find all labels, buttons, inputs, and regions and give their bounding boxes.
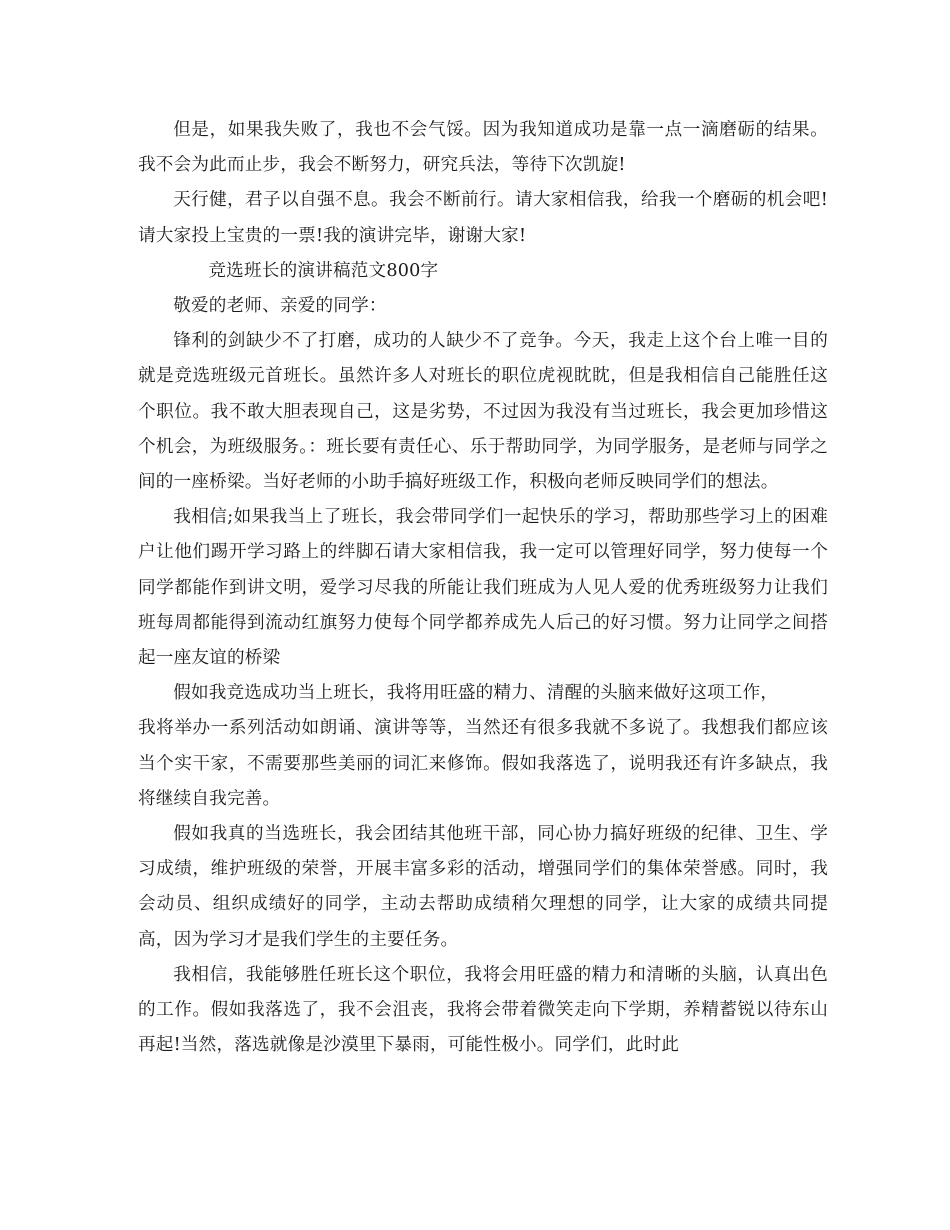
paragraph-8: 我相信，我能够胜任班长这个职位，我将会用旺盛的精力和清晰的头脑，认真出色的工作。假如我落选了，我不会沮丧，我将会带着微笑走向下学期，养精蓄锐以待东山再起!当然，落选就像是沙漠里下暴雨，可能性极小。同学们，此时此 xyxy=(138,964,828,1056)
paragraph-6: 我将举办一系列活动如朗诵、演讲等等，当然还有很多我就不多说了。我想我们都应该当个实干家，不需要那些美丽的词汇来修饰。假如我落选了，说明我还有许多缺点，我将继续自我完善。 xyxy=(138,718,828,809)
paragraph-2: 天行健，君子以自强不息。我会不断前行。请大家相信我，给我一个磨砺的机会吧!请大家投上宝贵的一票!我的演讲完毕，谢谢大家! xyxy=(138,190,828,246)
salutation: 敬爱的老师、亲爱的同学： xyxy=(173,296,387,317)
document-body xyxy=(138,113,828,1063)
paragraph-7: 假如我真的当选班长，我会团结其他班干部，同心协力搞好班级的纪律、卫生、学习成绩，维护班级的荣誉，开展丰富多彩的活动，增强同学们的集体荣誉感。同时，我会动员、组织成绩好的同学，主动去帮助成绩稍欠理想的同学，让大家的成绩共同提高，因为学习才是我们学生的主要任务。 xyxy=(138,824,828,950)
paragraph-4: 我相信;如果我当上了班长，我会带同学们一起快乐的学习，帮助那些学习上的困难户让他们踢开学习路上的绊脚石请大家相信我，我一定可以管理好同学，努力使每一个同学都能作到讲文明，爱学习尽我的所能让我们班成为人见人爱的优秀班级努力让我们班每周都能得到流动红旗努力使每个同学都养成先人后己的好习惯。努力让同学之间搭起一座友谊的桥梁 xyxy=(138,507,828,669)
paragraph-3: 锋利的剑缺少不了打磨，成功的人缺少不了竞争。今天，我走上这个台上唯一目的就是竞选班级元首班长。虽然许多人对班长的职位虎视眈眈，但是我相信自己能胜任这个职位。我不敢大胆表现自己，这是劣势，不过因为我没有当过班长，我会更加珍惜这个机会，为班级服务。：班长要有责任心、乐于帮助同学，为同学服务，是老师与同学之间的一座桥梁。当好老师的小助手搞好班级工作，积极向老师反映同学们的想法。 xyxy=(138,331,828,493)
section-heading: 竞选班长的演讲稿范文800字 xyxy=(208,260,439,281)
paragraph-1: 但是，如果我失败了，我也不会气馁。因为我知道成功是靠一点一滴磨砺的结果。我不会为此而止步，我会不断努力，研究兵法，等待下次凯旋! xyxy=(138,120,828,176)
paragraph-5: 假如我竞选成功当上班长，我将用旺盛的精力、清醒的头脑来做好这项工作， xyxy=(173,683,779,704)
